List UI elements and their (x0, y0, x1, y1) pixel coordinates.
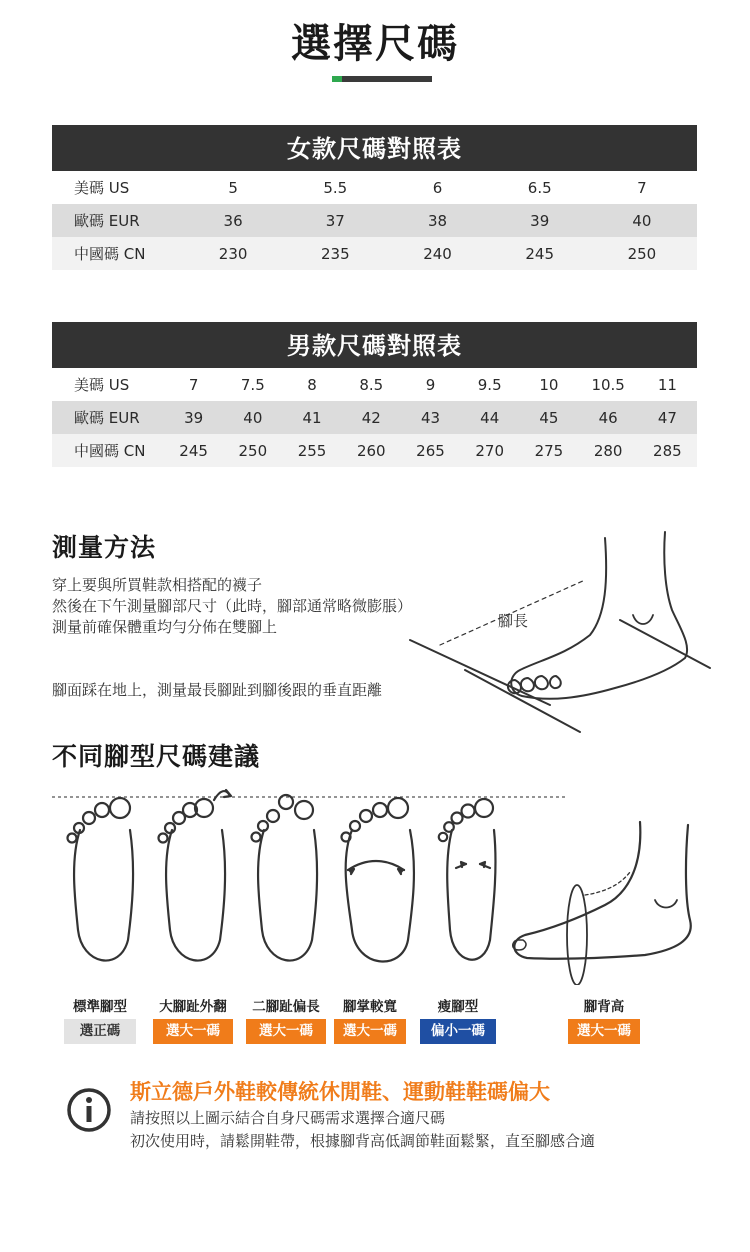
table-cell: 40 (632, 211, 652, 230)
measure-instructions (52, 575, 412, 701)
table-cell: 9.5 (477, 375, 502, 394)
table-cell: 37 (325, 211, 345, 230)
size-advice-badge: 偏小一碼 (420, 1019, 496, 1044)
table-cell: 230 (218, 244, 248, 263)
table-cell: 285 (653, 441, 682, 460)
long-second-toe-foot-icon (252, 795, 318, 961)
bunion-foot-icon (159, 790, 232, 961)
table-cell: 9 (425, 375, 436, 394)
measure-line: 穿上要與所買鞋款相搭配的襪子 (52, 576, 263, 594)
table-row (52, 171, 697, 204)
foot-type-label: 瘦腳型 (437, 999, 479, 1015)
page-title: 選擇尺碼 (291, 21, 459, 67)
table-cell: 41 (302, 408, 322, 427)
table-cell: 11 (657, 375, 677, 394)
row-label: 美碼 US (74, 376, 130, 394)
men-size-table (52, 322, 697, 467)
measure-line: 測量前確保體重均勻分佈在雙腳上 (52, 618, 278, 636)
info-icon (66, 1087, 112, 1133)
table-row (52, 434, 697, 467)
high-instep-foot-icon (513, 822, 691, 985)
foot-types-illustration (50, 780, 700, 985)
table-cell: 8 (307, 375, 317, 394)
table-row (52, 401, 697, 434)
table-cell: 235 (320, 244, 350, 263)
table-cell: 39 (184, 408, 204, 427)
table-cell: 255 (297, 441, 327, 460)
wide-foot-icon (342, 798, 414, 962)
table-cell: 260 (356, 441, 386, 460)
info-line: 初次使用時，請鬆開鞋帶，根據腳背高低調節鞋面鬆緊，直至腳感合適 (130, 1132, 596, 1150)
table-cell: 250 (238, 441, 268, 460)
table-cell: 250 (627, 244, 657, 263)
size-advice-badge: 選大一碼 (334, 1019, 406, 1044)
women-table-title: 女款尺碼對照表 (52, 125, 697, 171)
standard-foot-icon (68, 798, 134, 961)
foot-type-heading: 不同腳型尺碼建議 (52, 742, 261, 771)
title-underline (332, 76, 432, 82)
men-table-body (52, 368, 697, 467)
row-label: 美碼 US (74, 179, 130, 197)
info-line: 請按照以上圖示結合自身尺碼需求選擇合適尺碼 (130, 1109, 446, 1127)
table-row (52, 204, 697, 237)
table-cell: 40 (243, 408, 263, 427)
table-cell: 270 (475, 441, 505, 460)
table-cell: 8.5 (359, 375, 384, 394)
table-cell: 245 (525, 244, 555, 263)
table-row (52, 237, 697, 270)
table-cell: 275 (534, 441, 564, 460)
row-label: 中國碼 CN (74, 442, 146, 460)
men-table-title: 男款尺碼對照表 (52, 322, 697, 368)
title-underline-accent (332, 76, 342, 82)
size-advice-badge: 選大一碼 (153, 1019, 233, 1044)
narrow-foot-icon (439, 799, 496, 960)
row-label: 歐碼 EUR (74, 212, 140, 230)
table-cell: 39 (530, 211, 550, 230)
size-advice-badge: 選大一碼 (568, 1019, 640, 1044)
table-cell: 5 (228, 178, 238, 197)
table-row (52, 368, 697, 401)
table-cell: 7 (637, 178, 647, 197)
measure-line: 腳面踩在地上，測量最長腳趾到腳後跟的垂直距離 (52, 681, 383, 699)
table-cell: 36 (223, 211, 243, 230)
table-cell: 7.5 (240, 375, 265, 394)
table-cell: 265 (416, 441, 445, 460)
women-size-table (52, 125, 697, 270)
table-cell: 5.5 (323, 178, 348, 197)
table-cell: 38 (427, 211, 448, 230)
table-cell: 45 (539, 408, 559, 427)
table-cell: 46 (598, 408, 618, 427)
foot-type-label: 大腳趾外翻 (159, 999, 227, 1015)
table-cell: 43 (420, 408, 441, 427)
table-cell: 10 (539, 375, 559, 394)
measure-line: 然後在下午測量腳部尺寸（此時，腳部通常略微膨脹） (52, 597, 413, 615)
size-advice-badge: 選大一碼 (246, 1019, 326, 1044)
table-cell: 245 (179, 441, 208, 460)
table-cell: 10.5 (591, 375, 625, 394)
women-table-body (52, 171, 697, 270)
table-cell: 44 (480, 408, 500, 427)
row-label: 歐碼 EUR (74, 409, 140, 427)
table-cell: 7 (188, 375, 199, 394)
table-cell: 240 (423, 244, 452, 263)
foot-measure-illustration (380, 520, 720, 740)
info-title: 斯立德戶外鞋較傳統休閒鞋、運動鞋鞋碼偏大 (130, 1080, 550, 1104)
foot-type-label: 標準腳型 (73, 999, 127, 1015)
foot-type-label: 腳背高 (583, 999, 625, 1015)
table-cell: 6 (432, 178, 443, 197)
size-advice-badge: 選正碼 (64, 1019, 136, 1044)
table-cell: 6.5 (527, 178, 552, 197)
table-cell: 47 (657, 408, 677, 427)
row-label: 中國碼 CN (74, 245, 146, 263)
foot-type-label: 腳掌較寬 (343, 999, 397, 1015)
foot-length-label: 腳長 (498, 612, 529, 630)
measure-heading: 測量方法 (52, 533, 157, 562)
table-cell: 42 (361, 408, 381, 427)
table-cell: 280 (593, 441, 623, 460)
foot-type-label: 二腳趾偏長 (252, 999, 320, 1015)
